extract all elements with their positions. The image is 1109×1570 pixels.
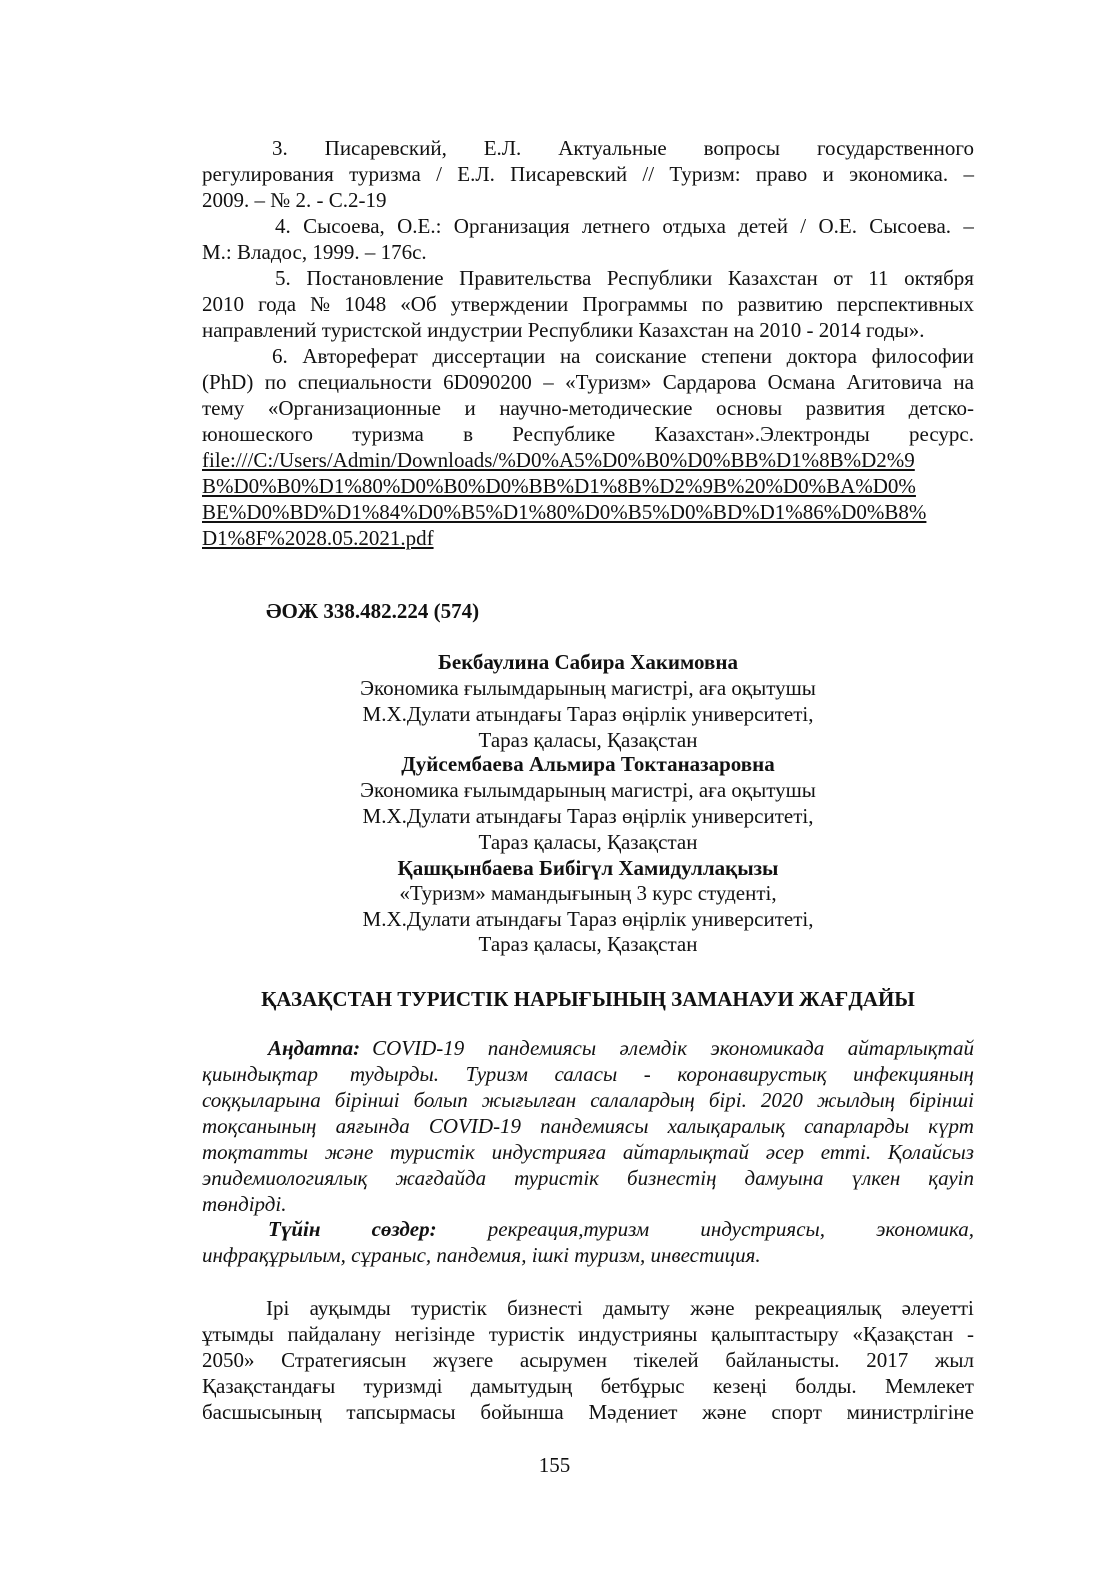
- author-1-university: М.Х.Дулати атындағы Тараз өңірлік университеті,: [362, 702, 814, 726]
- word: юношеского: [202, 422, 313, 446]
- word: Писаревский,: [324, 136, 447, 160]
- word: тоқсанының: [202, 1114, 317, 1138]
- keywords-label-word-1: Түйін: [268, 1217, 321, 1241]
- word: Сысоева.: [869, 214, 952, 238]
- word: -: [966, 1322, 974, 1346]
- word: туристік: [488, 1322, 565, 1346]
- word: бірінші: [909, 1088, 974, 1112]
- word: 6.: [272, 344, 288, 368]
- word: и: [464, 396, 476, 420]
- word: Республики: [606, 266, 713, 290]
- word: пандемиясы: [487, 1036, 597, 1060]
- ref-6-line-2: [202, 369, 974, 395]
- word: «Туризм»: [565, 370, 652, 394]
- word: соққыларына: [202, 1088, 321, 1112]
- word: жығылған: [481, 1088, 577, 1112]
- word: министрлігіне: [846, 1400, 974, 1424]
- word: основы: [715, 396, 783, 420]
- word: эпидемиологиялық: [202, 1166, 368, 1190]
- word: туристік: [514, 1166, 599, 1190]
- word: Организация: [453, 214, 570, 238]
- word: «Организационные: [267, 396, 441, 420]
- word: 5.: [275, 266, 291, 290]
- word: 2017: [866, 1348, 909, 1372]
- word: Қазақстандағы: [202, 1374, 336, 1398]
- word: экономика.: [849, 162, 949, 186]
- word: Республике: [512, 422, 616, 446]
- word: года: [258, 292, 297, 316]
- abstract-line-1: [202, 1035, 974, 1061]
- word: қиындықтар: [202, 1062, 319, 1086]
- word: негізінде: [394, 1322, 476, 1346]
- word: бизнестің: [627, 1166, 717, 1190]
- word: COVID-19: [428, 1114, 522, 1138]
- page-number: 155: [538, 1453, 571, 1477]
- author-1-name: Бекбаулина Сабира Хакимовна: [438, 650, 738, 674]
- word: и: [822, 162, 834, 186]
- word: бизнесті: [507, 1296, 583, 1320]
- word: күрт: [928, 1114, 974, 1138]
- word: развития: [805, 396, 886, 420]
- keywords-line-2: инфрақұрылым, сұраныс, пандемия, ішкі туризм, инвестиция.: [202, 1243, 761, 1267]
- word: «Об: [400, 292, 437, 316]
- word: в: [463, 422, 473, 446]
- word: «Қазақстан: [852, 1322, 954, 1346]
- author-1-city: Тараз қаласы, Қазақстан: [478, 728, 698, 752]
- article-title: ҚАЗАҚСТАН ТУРИСТІК НАРЫҒЫНЫҢ ЗАМАНАУИ ЖАҒДАЙЫ: [261, 987, 915, 1011]
- word: бірі.: [708, 1088, 747, 1112]
- word: от: [833, 266, 853, 290]
- word: әлеуетті: [901, 1296, 974, 1320]
- word: аяғында: [335, 1114, 410, 1138]
- author-2-university: М.Х.Дулати атындағы Тараз өңірлік университеті,: [362, 804, 814, 828]
- word: және: [324, 1140, 374, 1164]
- word: туризма: [349, 162, 421, 186]
- word: –: [543, 370, 554, 394]
- word: утверждении: [450, 292, 569, 316]
- word: право: [755, 162, 808, 186]
- ref-6-line-4: [202, 421, 974, 447]
- word: №: [310, 292, 331, 316]
- word: октября: [904, 266, 974, 290]
- word: жүзеге: [432, 1348, 494, 1372]
- word: рекреациялық: [754, 1296, 882, 1320]
- word: айтарлықтай: [847, 1036, 974, 1060]
- word: вопросы: [703, 136, 781, 160]
- word: на: [559, 344, 581, 368]
- keywords-line-1: [202, 1216, 974, 1242]
- word: индустрияны: [578, 1322, 698, 1346]
- word: Сысоева,: [303, 214, 385, 238]
- word: және: [690, 1296, 735, 1320]
- word: Е.Л.: [457, 162, 495, 186]
- word: –: [963, 162, 974, 186]
- ref-6-line-3: [202, 395, 974, 421]
- author-2-name: Дуйсембаева Альмира Токтаназаровна: [401, 752, 775, 776]
- body-line-5: [202, 1399, 974, 1425]
- word: бетбұрыс: [600, 1374, 685, 1398]
- word: соискание: [595, 344, 687, 368]
- word: государственного: [816, 136, 974, 160]
- word: тудырды.: [344, 1062, 439, 1086]
- word: Мәдениет: [588, 1400, 678, 1424]
- word: научно-методические: [499, 396, 693, 420]
- word: басшысының: [202, 1400, 322, 1424]
- udk-code: ӘОЖ 338.482.224 (574): [266, 599, 480, 623]
- word: 3.: [272, 136, 288, 160]
- word: туризмді: [363, 1374, 443, 1398]
- author-3-university: М.Х.Дулати атындағы Тараз өңірлік университеті,: [362, 907, 814, 931]
- word: Сардарова: [662, 370, 757, 394]
- ref-5-line-3: направлений туристской индустрии Республики Казахстан на 2010 - 2014 годы».: [202, 318, 925, 342]
- word: пайдалану: [287, 1322, 382, 1346]
- word: кезеңі: [712, 1374, 767, 1398]
- word: на: [953, 370, 974, 394]
- references-list: [202, 135, 974, 551]
- word: (PhD): [202, 370, 254, 394]
- word: диссертации: [432, 344, 546, 368]
- word: айтарлықтай: [622, 1140, 750, 1164]
- word: регулирования: [202, 162, 334, 186]
- word: Ірі: [266, 1296, 290, 1320]
- keywords-word-1: рекреация,туризм: [487, 1217, 650, 1241]
- word: қалыптастыру: [711, 1322, 839, 1346]
- word: тікелей: [633, 1348, 699, 1372]
- ref-3-line-1: [202, 135, 974, 161]
- word: дамытудың: [470, 1374, 573, 1398]
- author-1-position: Экономика ғылымдарының магистрі, аға оқытушы: [360, 676, 816, 700]
- word: және: [702, 1400, 747, 1424]
- word: Актуальные: [558, 136, 667, 160]
- word: спорт: [771, 1400, 822, 1424]
- word: үлкен: [851, 1166, 901, 1190]
- word: инфекцияның: [853, 1062, 974, 1086]
- ref-6-line-1: [202, 343, 974, 369]
- word: -: [643, 1062, 651, 1086]
- word: жыл: [934, 1348, 974, 1372]
- word: Казахстан: [727, 266, 818, 290]
- word: Автореферат: [302, 344, 418, 368]
- word: етті.: [820, 1140, 872, 1164]
- word: Османа: [767, 370, 836, 394]
- ref-3-line-2: [202, 161, 974, 187]
- abstract: [202, 1035, 974, 1217]
- author-3-position: «Туризм» мамандығының 3 курс студенті,: [399, 881, 777, 905]
- word: 2050»: [202, 1348, 255, 1372]
- ref-3-line-3: 2009. – № 2. - С.2-19: [202, 188, 387, 212]
- word: бірінші: [334, 1088, 400, 1112]
- word: Қолайсыз: [887, 1140, 974, 1164]
- body-paragraph: [202, 1295, 974, 1425]
- word: 4.: [275, 214, 291, 238]
- word: салалардың: [590, 1088, 695, 1112]
- word: доктора: [786, 344, 858, 368]
- ref-6-link-line-4[interactable]: D1%8F%2028.05.2021.pdf: [202, 526, 434, 550]
- author-3-name: Қашқынбаева Бибігүл Хамидуллақызы: [397, 856, 779, 880]
- abstract-line-3: [202, 1087, 974, 1113]
- word: Программы: [582, 292, 688, 316]
- word: жағдайда: [395, 1166, 487, 1190]
- word: жылдың: [816, 1088, 896, 1112]
- author-2-position: Экономика ғылымдарының магистрі, аға оқытушы: [360, 778, 816, 802]
- word: детско-: [908, 396, 974, 420]
- word: ұтымды: [202, 1322, 274, 1346]
- body-line-2: [202, 1321, 974, 1347]
- word: туризма: [352, 422, 424, 446]
- word: философии: [871, 344, 974, 368]
- word: дамуына: [744, 1166, 824, 1190]
- abstract-line-1-words: [360, 1035, 974, 1061]
- word: болып: [413, 1088, 468, 1112]
- word: ауқымды: [309, 1296, 391, 1320]
- body-line-3: [202, 1347, 974, 1373]
- body-line-4: [202, 1373, 974, 1399]
- abstract-line-2: [202, 1061, 974, 1087]
- word: туристік: [390, 1140, 475, 1164]
- word: халықаралық: [667, 1114, 786, 1138]
- word: 1048: [344, 292, 387, 316]
- word: Е.Л.: [483, 136, 522, 160]
- word: әлемдік: [619, 1036, 688, 1060]
- word: Писаревский: [510, 162, 628, 186]
- word: Стратегиясын: [281, 1348, 407, 1372]
- word: детей: [738, 214, 788, 238]
- word: болды.: [795, 1374, 857, 1398]
- ref-6-link-line-3[interactable]: BE%D0%BD%D1%84%D0%B5%D1%80%D0%B5%D0%BD%D1%86%D0%B8%: [202, 500, 927, 524]
- word: пандемиясы: [540, 1114, 649, 1138]
- word: ресурс.: [909, 422, 974, 446]
- word: –: [963, 214, 974, 238]
- word: бойынша: [480, 1400, 564, 1424]
- word: Агитовича: [846, 370, 942, 394]
- word: 11: [868, 266, 889, 290]
- word: 2010: [202, 292, 244, 316]
- word: /: [800, 214, 807, 238]
- word: тапсырмасы: [346, 1400, 456, 1424]
- author-3-city: Тараз қаласы, Қазақстан: [478, 932, 698, 956]
- word: әсер: [765, 1140, 804, 1164]
- ref-6-link-line-2[interactable]: B%D0%B0%D1%80%D0%B0%D0%BB%D1%8B%D2%9B%20%D0%BA%D0%: [202, 474, 916, 498]
- abstract-line-4: [202, 1113, 974, 1139]
- word: перспективных: [836, 292, 974, 316]
- word: туристік: [411, 1296, 487, 1320]
- word: тему: [202, 396, 245, 420]
- abstract-label: Аңдатпа:: [268, 1036, 361, 1060]
- word: COVID-19: [372, 1036, 465, 1060]
- ref-4-line-1: [202, 213, 974, 239]
- word: //: [642, 162, 655, 186]
- abstract-line-7: төндірді.: [202, 1192, 287, 1216]
- word: қауіп: [928, 1166, 974, 1190]
- word: О.Е.: [818, 214, 857, 238]
- ref-6-link-line-1[interactable]: file:///C:/Users/Admin/Downloads/%D0%A5%D0%B0%D0%BB%D1%8B%D2%9: [202, 448, 915, 472]
- keywords-word-3: экономика,: [876, 1217, 974, 1241]
- ref-5-line-1: [202, 265, 974, 291]
- ref-4-line-2: М.: Владос, 1999. – 176с.: [202, 240, 427, 264]
- word: Правительства: [459, 266, 592, 290]
- word: /: [436, 162, 442, 186]
- word: Туризм: [465, 1062, 528, 1086]
- word: индустрияға: [491, 1140, 607, 1164]
- keywords-label-word-2: сөздер:: [371, 1217, 437, 1241]
- abstract-line-6: [202, 1165, 974, 1191]
- word: Мемлекет: [884, 1374, 974, 1398]
- body-line-1: [202, 1295, 974, 1321]
- word: сапарларды: [804, 1114, 910, 1138]
- word: 2020: [760, 1088, 803, 1112]
- word: Казахстан».Электронды: [654, 422, 870, 446]
- word: Постановление: [306, 266, 444, 290]
- word: асырумен: [519, 1348, 607, 1372]
- word: летнего: [581, 214, 651, 238]
- word: по: [264, 370, 287, 394]
- word: развитию: [737, 292, 823, 316]
- abstract-line-5: [202, 1139, 974, 1165]
- word: О.Е.:: [397, 214, 442, 238]
- word: по: [701, 292, 724, 316]
- word: экономикада: [710, 1036, 825, 1060]
- word: дамыту: [603, 1296, 670, 1320]
- word: специальности: [297, 370, 432, 394]
- word: тоқтатты: [202, 1140, 308, 1164]
- word: отдыха: [662, 214, 726, 238]
- keywords: [202, 1216, 974, 1268]
- author-2-city: Тараз қаласы, Қазақстан: [478, 830, 698, 854]
- word: Туризм:: [669, 162, 741, 186]
- word: 6D090200: [443, 370, 532, 394]
- word: байланысты.: [725, 1348, 840, 1372]
- keywords-word-2: индустриясы,: [700, 1217, 825, 1241]
- word: саласы: [554, 1062, 618, 1086]
- ref-5-line-2: [202, 291, 974, 317]
- word: степени: [701, 344, 773, 368]
- word: коронавирустық: [677, 1062, 827, 1086]
